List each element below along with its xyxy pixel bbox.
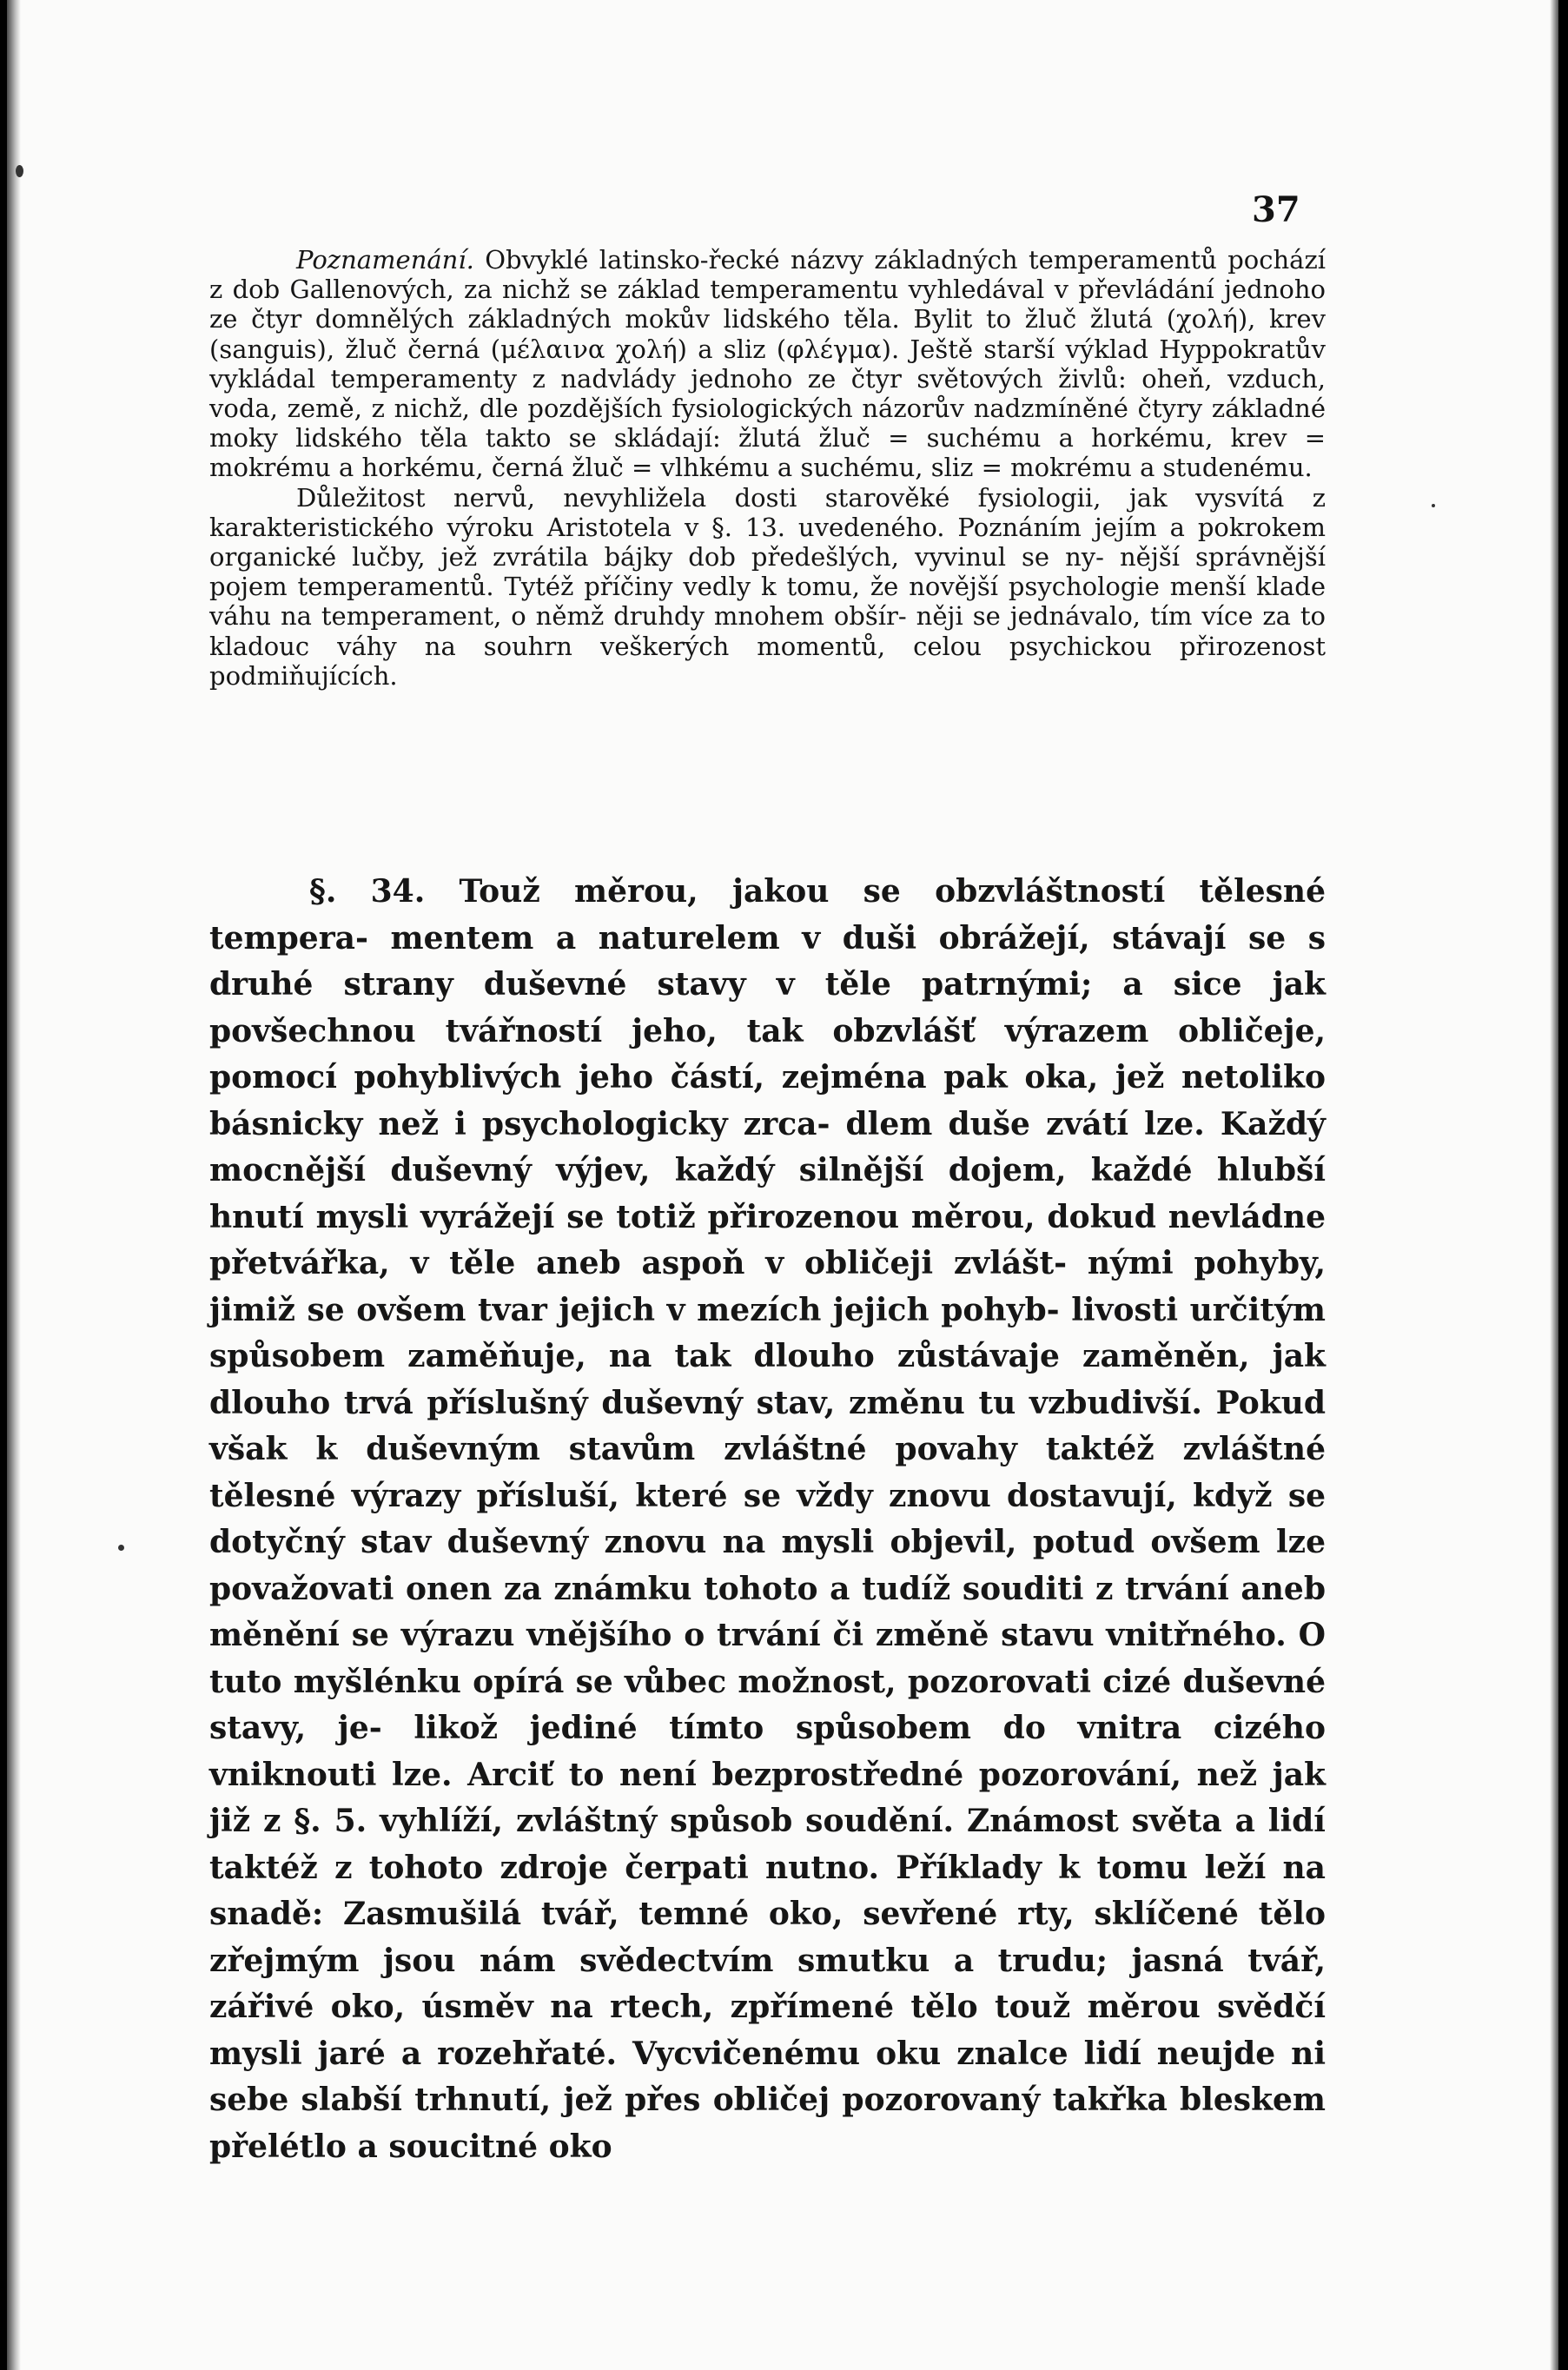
main-line: Vycvičenému oku znalce lidí neujde ni sebe slabší trhnutí, jež (209, 2035, 1327, 2118)
main-line: dlem duše zvátí lze. Každý mocnější duševný výjev, každý silnější (209, 1105, 1326, 1188)
note-line: převládání jednoho ze čtyr domnělých základných mokův lidského těla. Bylit (209, 275, 1327, 334)
main-line: myšlénku opírá se vůbec možnost, pozorovati cizé duševné stavy, je- (209, 1663, 1326, 1746)
main-line: jeho, tak obzvlášť výrazem obličeje, pomocí pohyblivých jeho částí, (209, 1012, 1327, 1096)
main-line: nými pohyby, jimiž se ovšem tvar jejich v mezích jejich pohyb- (209, 1245, 1326, 1328)
note-line: Obvyklé latinsko-řecké názvy základných temperamentů (485, 245, 1217, 275)
note-line: něji se jednávalo, tím více za to kladouc váhy na souhrn veškerých momentů, (209, 601, 1326, 661)
note-paragraph (209, 483, 1326, 691)
main-line: mentem a naturelem v duši obrážejí, stávají se s druhé strany (209, 919, 1326, 1003)
main-line: to není bezprostředné pozorování, než jak již z §. 5. vyhlíží, (209, 1756, 1326, 1839)
note-line: to žluč žlutá (χολή), krev (sanguis), žluč černá (μέλαινα χολή) a sliz (φλέγμα). (209, 304, 1327, 364)
scan-mark (16, 165, 23, 177)
main-line: přes obličej pozorovaný takřka bleskem přelétlo a soucitné oko (209, 2082, 1327, 2165)
section-34 (209, 869, 1326, 2170)
main-line: livosti určitým spůsobem zaměňuje, na tak dlouho zůstávaje zaměněn, (209, 1291, 1326, 1374)
page-number: 37 (1252, 189, 1300, 230)
main-line: likož jediné tímto spůsobem do vnitra cizého vniknouti lze. Arciť (209, 1710, 1326, 1793)
note-line: Ještě starší výklad Hyppokratův vykládal temperamenty z nadvlády jednoho (209, 334, 1327, 394)
main-line: tvář, temné oko, sevřené rty, sklíčené tělo zřejmým jsou nám (209, 1896, 1326, 1979)
main-line: svědectvím smutku a trudu; jasná tvář, zářivé oko, úsměv na (209, 1942, 1326, 2025)
main-line: rtech, zpřímené tělo touž měrou svědčí mysli jaré a rozehřaté. (209, 1989, 1326, 2072)
main-line: se výrazu vnějšího o trvání či změně stavu vnitřného. O tuto (209, 1617, 1326, 1700)
main-line: duševné stavy v těle patrnými; a sice jak povšechnou tvářností (209, 966, 1326, 1049)
note-line: z karakteristického výroku Aristotela v §. 13. uvedeného. Poznáním jejím a (209, 482, 1327, 542)
note-line: celou psychickou přirozenost podmiňujících. (209, 631, 1326, 691)
note-line: pokrokem organické lučby, jež zvrátila bájky dob předešlých, vyvinul se ny- (209, 512, 1326, 573)
scanned-page (7, 0, 1558, 2370)
scan-mark (118, 1545, 124, 1551)
main-line: dotyčný stav duševný znovu na mysli objevil, potud ovšem lze (209, 1524, 1326, 1560)
note-line: psychologie menší klade váhu na temperament, o němž druhdy mnohem obšír- (209, 572, 1326, 632)
note-line: nější správnější pojem temperamentů. Tytéž příčiny vedly k tomu, že novější (209, 542, 1326, 602)
note-line: Důležitost nervů, nevyhližela dosti starověké fysiologii, jak vysvítá (296, 482, 1285, 513)
note-line: se skládají: žlutá žluč = suchému a horkému, krev = mokrému a horkému, (209, 423, 1326, 483)
note-line: pochází z dob Gallenových, za nichž se základ temperamentu vyhledával v (209, 245, 1327, 305)
note-paragraph (209, 245, 1326, 483)
note-line: černá žluč = vlhkému a suchému, sliz = mokrému a studenému. (491, 453, 1313, 483)
main-line: §. 34. Touž měrou, jakou se obzvláštností tělesné tempera- (209, 873, 1326, 957)
main-line: dokud nevládne přetvářka, v těle aneb aspoň v obličeji zvlášt- (209, 1198, 1326, 1281)
note-line: fysiologických názorův nadzmíněné čtyry základné moky lidského těla takto (209, 394, 1327, 453)
main-line: zvláštný spůsob soudění. Známost světa a lidí taktéž z tohoto (209, 1803, 1326, 1886)
note-line: ze čtyr světových živlů: oheň, vzduch, voda, země, z nichž, dle pozdějších (209, 363, 1326, 424)
main-line: jak dlouho trvá příslušný duševný stav, změnu tu vzbudivší. (209, 1338, 1326, 1421)
footnote-block (209, 245, 1326, 691)
main-line: dojem, každé hlubší hnutí mysli vyrážejí se totiž přirozenou měrou, (209, 1152, 1326, 1235)
main-line: tělesné výrazy přísluší, které se vždy znovu dostavují, když se (209, 1477, 1326, 1514)
main-line: Pokud však k duševným stavům zvláštné povahy taktéž zvláštné (209, 1384, 1326, 1467)
main-line: považovati onen za známku tohoto a tudíž souditi z trvání aneb měnění (209, 1570, 1326, 1653)
note-label: Poznamenání. (296, 245, 474, 275)
page-right-edge (1550, 0, 1558, 2370)
main-line: zejména pak oka, jež netoliko básnicky než i psychologicky zrca- (209, 1059, 1326, 1142)
page-left-edge (7, 0, 21, 2370)
main-paragraph (209, 869, 1326, 2170)
scan-mark (1432, 504, 1435, 507)
main-line: zdroje čerpati nutno. Příklady k tomu leží na snadě: Zasmušilá (209, 1849, 1326, 1932)
